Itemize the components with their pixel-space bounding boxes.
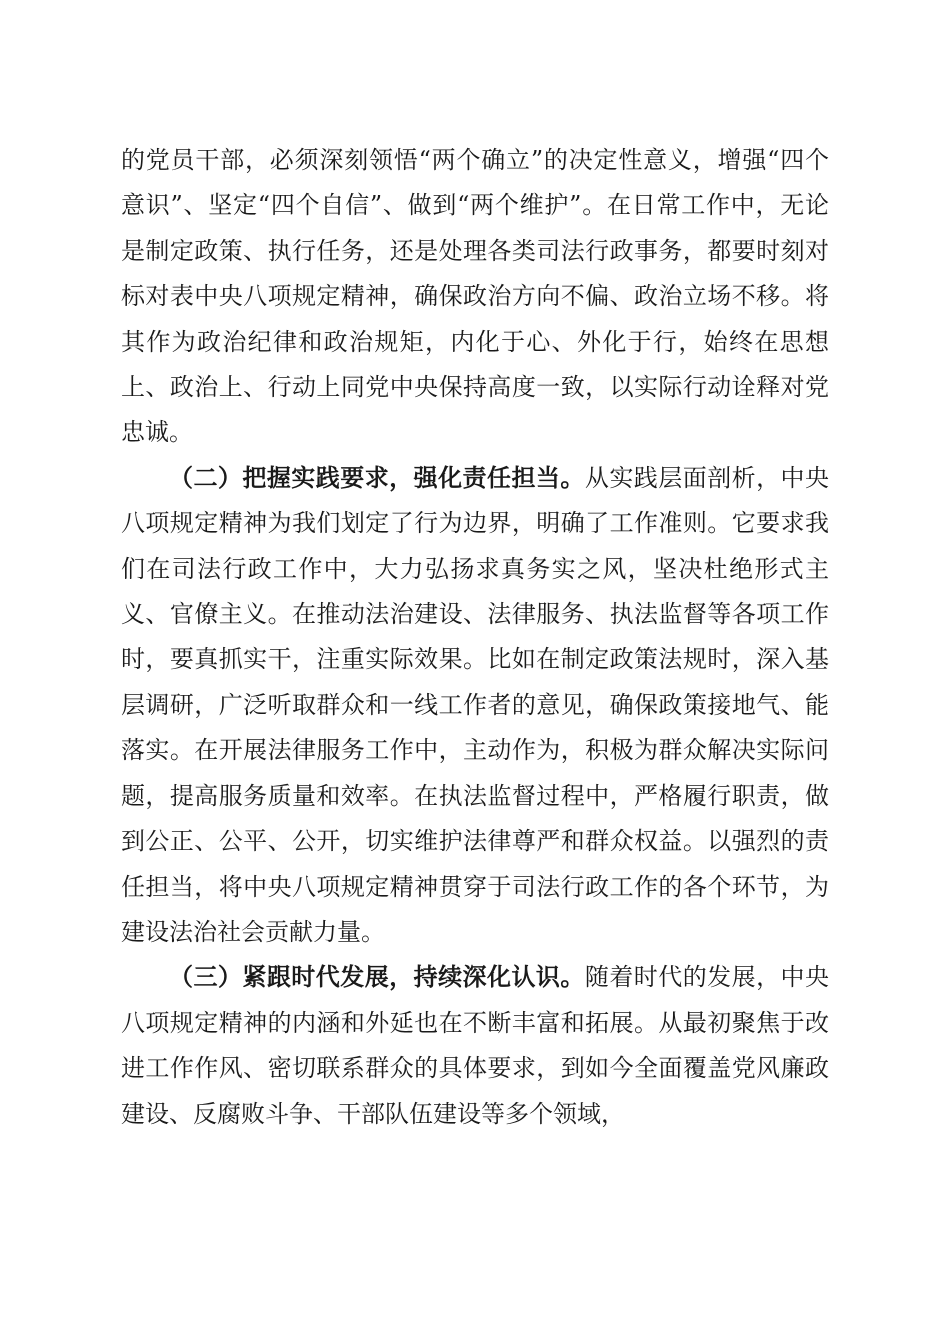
- paragraph-section-3: [121, 955, 829, 1137]
- paragraph-section-2: [121, 456, 829, 955]
- section-3-heading: （三）紧跟时代发展，持续深化认识。: [169, 963, 585, 992]
- section-2-body: 从实践层面剖析，中央八项规定精神为我们划定了行为边界，明确了工作准则。它要求我们在司法行政工作中，大力弘扬求真务实之风，坚决杜绝形式主义、官僚主义。在推动法治建设、法律服务、执法监督等各项工作时，要真抓实干，注重实际效果。比如在制定政策法规时，深入基层调研，广泛听取群众和一线工作者的意见，确保政策接地气、能落实。在开展法律服务工作中，主动作为，积极为群众解决实际问题，提高服务质量和效率。在执法监督过程中，严格履行职责，做到公正、公平、公开，切实维护法律尊严和群众权益。以强烈的责任担当，将中央八项规定精神贯穿于司法行政工作的各个环节，为建设法治社会贡献力量。: [121, 463, 830, 946]
- paragraph-1-body: 的党员干部，必须深刻领悟“两个确立”的决定性意义，增强“四个意识”、坚定“四个自信”、做到“两个维护”。在日常工作中，无论是制定政策、执行任务，还是处理各类司法行政事务，都要时刻对标对表中央八项规定精神，确保政治方向不偏、政治立场不移。将其作为政治纪律和政治规矩，内化于心、外化于行，始终在思想上、政治上、行动上同党中央保持高度一致，以实际行动诠释对党忠诚。: [121, 146, 829, 447]
- section-2-heading: （二）把握实践要求，强化责任担当。: [169, 463, 585, 492]
- section-3-body: 随着时代的发展，中央八项规定精神的内涵和外延也在不断丰富和拓展。从最初聚焦于改进工作作风、密切联系群众的具体要求，到如今全面覆盖党风廉政建设、反腐败斗争、干部队伍建设等多个领域，: [121, 963, 830, 1128]
- paragraph-continued: [121, 138, 829, 456]
- document-body: [121, 138, 829, 1137]
